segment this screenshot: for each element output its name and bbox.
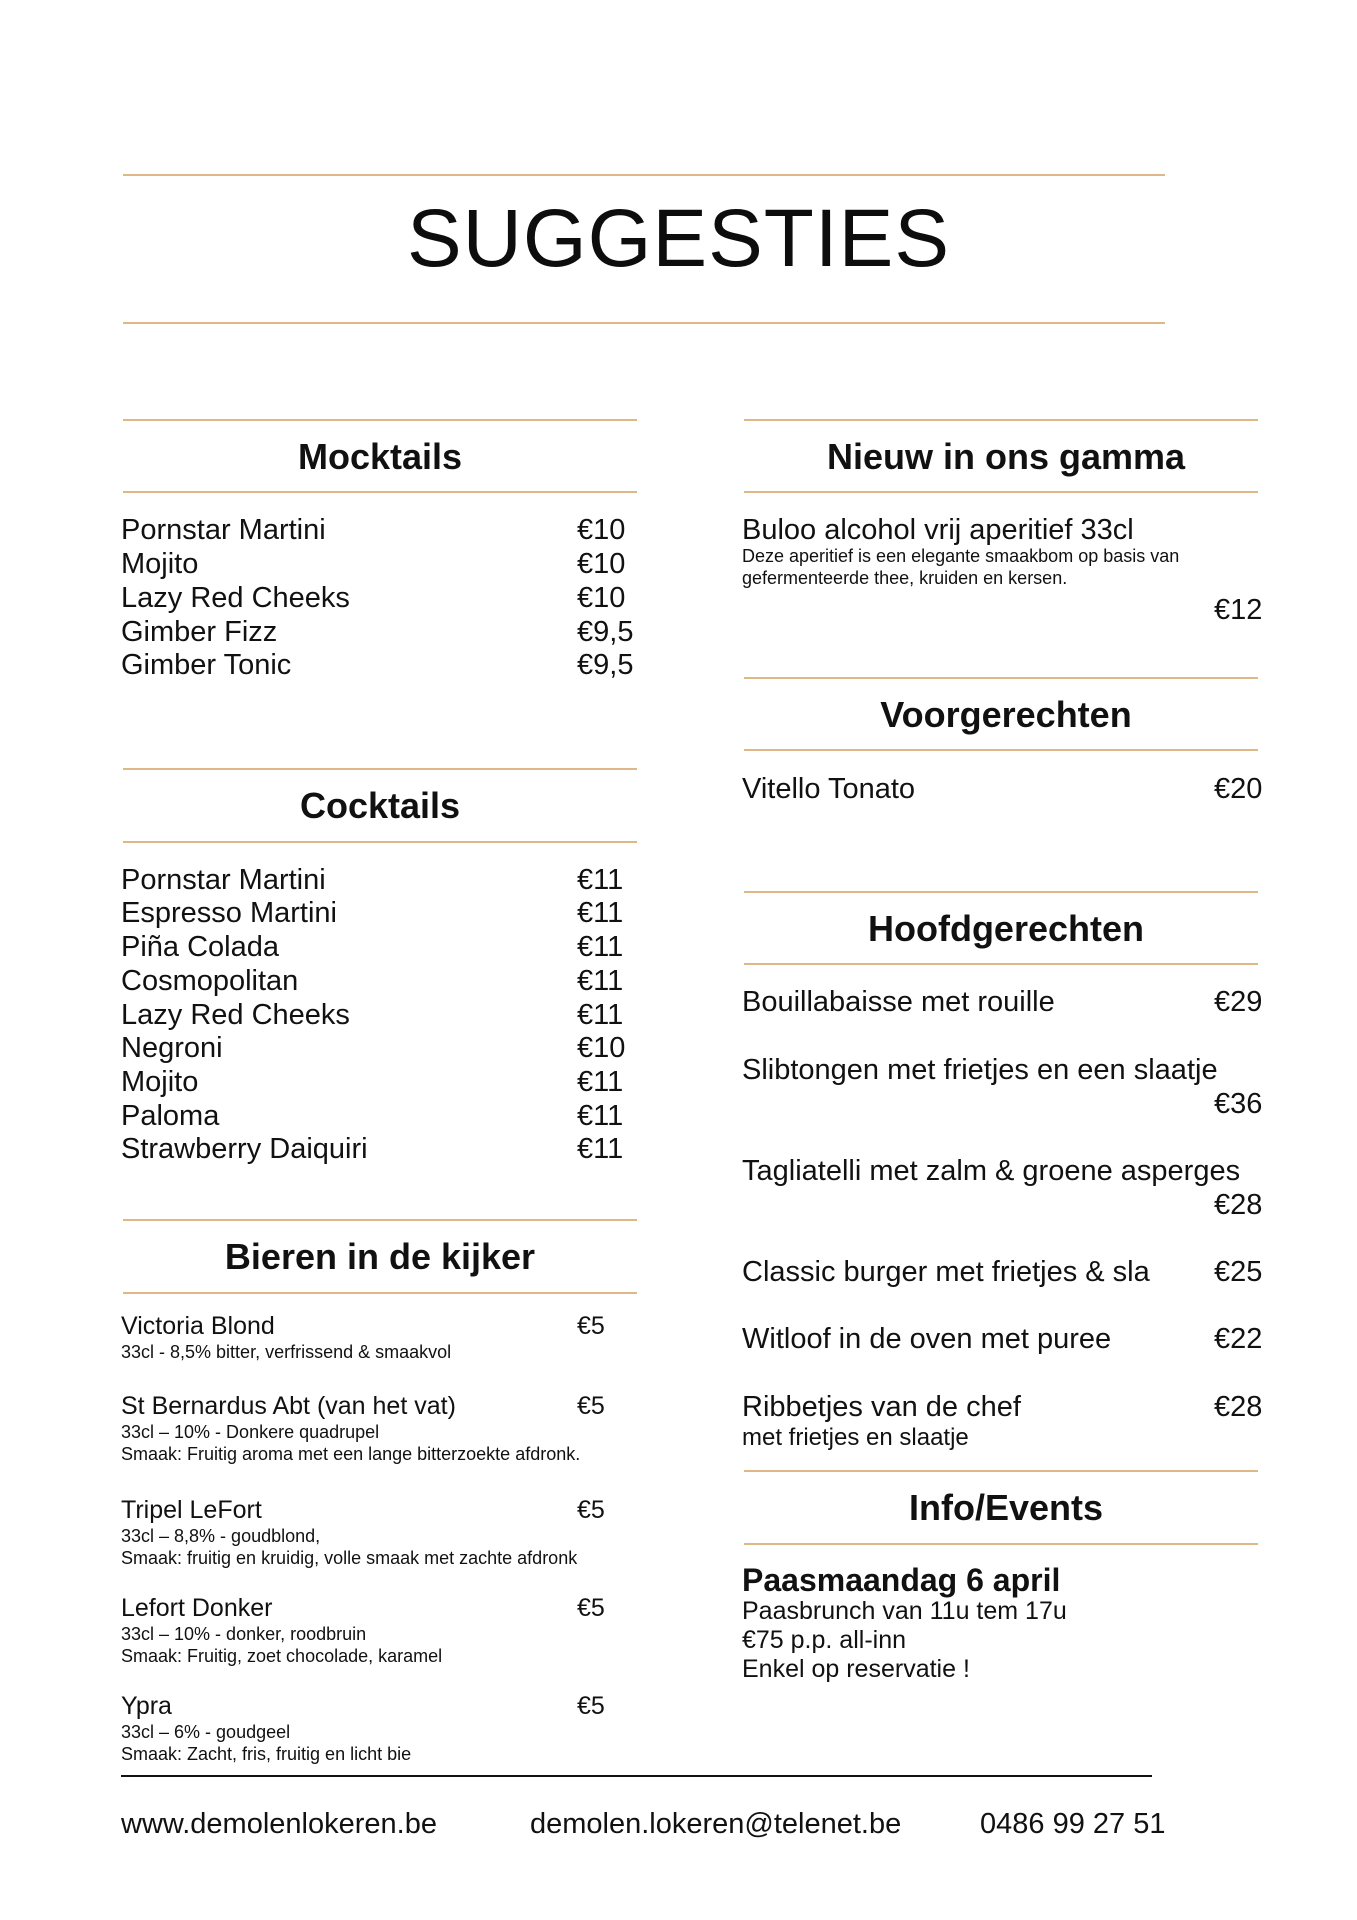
- beer-price: €5: [577, 1594, 605, 1622]
- main-price: €36: [1214, 1088, 1263, 1120]
- cocktail-name: Cosmopolitan: [121, 965, 299, 997]
- event-line: €75 p.p. all-inn: [742, 1626, 907, 1654]
- footer-phone: 0486 99 27 51: [980, 1808, 1166, 1840]
- beer-taste: Smaak: Zacht, fris, fruitig en licht bie: [121, 1744, 412, 1764]
- beer-taste: Smaak: fruitig en kruidig, volle smaak met zachte afdronk: [121, 1548, 578, 1568]
- mains-top-rule: [744, 891, 1258, 893]
- main-name: Bouillabaisse met rouille: [742, 986, 1055, 1018]
- cocktail-name: Piña Colada: [121, 931, 279, 963]
- mocktail-name: Gimber Fizz: [121, 616, 278, 648]
- cocktail-name: Espresso Martini: [121, 897, 337, 929]
- beer-taste: Smaak: Fruitig, zoet chocolade, karamel: [121, 1646, 443, 1666]
- main-name: Tagliatelli met zalm & groene asperges: [742, 1155, 1241, 1187]
- main-price: €28: [1214, 1391, 1263, 1423]
- mocktail-price: €10: [577, 548, 626, 580]
- main-price: €28: [1214, 1189, 1263, 1221]
- starters-title: Voorgerechten: [880, 694, 1132, 735]
- beer-desc: 33cl – 10% - donker, roodbruin: [121, 1624, 367, 1644]
- new-item-price: €12: [1214, 594, 1263, 626]
- beer-desc: 33cl - 8,5% bitter, verfrissend & smaakvol: [121, 1342, 452, 1362]
- footer-website: www.demolenlokeren.be: [121, 1808, 437, 1840]
- cocktail-name: Mojito: [121, 1066, 199, 1098]
- cocktail-price: €11: [577, 999, 624, 1031]
- mocktail-price: €10: [577, 514, 626, 546]
- mains-title: Hoofdgerechten: [867, 908, 1144, 949]
- mocktail-name: Lazy Red Cheeks: [121, 582, 350, 614]
- cocktail-name: Strawberry Daiquiri: [121, 1133, 368, 1165]
- mains-bottom-rule: [744, 963, 1258, 965]
- mocktails-title: Mocktails: [297, 436, 463, 477]
- cocktail-name: Pornstar Martini: [121, 864, 326, 896]
- beer-price: €5: [577, 1312, 605, 1340]
- new-top-rule: [744, 419, 1258, 421]
- cocktails-bottom-rule: [123, 841, 637, 843]
- cocktail-price: €11: [577, 1066, 624, 1098]
- title-bottom-rule: [123, 322, 1165, 324]
- mocktail-price: €9,5: [577, 649, 634, 681]
- footer-email: demolen.lokeren@telenet.be: [530, 1808, 902, 1840]
- cocktail-price: €11: [577, 965, 624, 997]
- beer-name: Victoria Blond: [121, 1312, 275, 1340]
- starters-bottom-rule: [744, 749, 1258, 751]
- new-item-desc: Deze aperitief is een elegante smaakbom op basis van: [742, 546, 1180, 566]
- cocktail-name: Negroni: [121, 1032, 223, 1064]
- beer-price: €5: [577, 1392, 605, 1420]
- beer-desc: 33cl – 8,8% - goudblond,: [121, 1526, 321, 1546]
- cocktail-price: €11: [577, 897, 624, 929]
- cocktail-price: €11: [577, 931, 624, 963]
- beer-name: Ypra: [121, 1692, 172, 1720]
- event-line: Enkel op reservatie !: [742, 1655, 970, 1683]
- main-name: Classic burger met frietjes & sla: [742, 1256, 1150, 1288]
- page-title: SUGGESTIES: [406, 193, 951, 284]
- starter-name: Vitello Tonato: [742, 773, 916, 805]
- new-item-desc: gefermenteerde thee, kruiden en kersen.: [742, 568, 1068, 588]
- mocktail-name: Pornstar Martini: [121, 514, 326, 546]
- beers-bottom-rule: [123, 1292, 637, 1294]
- beer-desc: 33cl – 10% - Donkere quadrupel: [121, 1422, 380, 1442]
- main-name: Ribbetjes van de chef: [742, 1391, 1021, 1423]
- beer-name: Tripel LeFort: [121, 1496, 262, 1524]
- main-name: Slibtongen met frietjes en een slaatje: [742, 1054, 1218, 1086]
- info-top-rule: [744, 1470, 1258, 1472]
- beer-desc: 33cl – 6% - goudgeel: [121, 1722, 291, 1742]
- cocktails-top-rule: [123, 768, 637, 770]
- main-price: €22: [1214, 1323, 1263, 1355]
- mocktails-bottom-rule: [123, 491, 637, 493]
- footer-rule: [121, 1775, 1152, 1777]
- beers-top-rule: [123, 1219, 637, 1221]
- mocktails-top-rule: [123, 419, 637, 421]
- event-title: Paasmaandag 6 april: [742, 1562, 1061, 1598]
- main-sub: met frietjes en slaatje: [742, 1424, 969, 1451]
- beer-price: €5: [577, 1496, 605, 1524]
- cocktail-price: €11: [577, 1133, 624, 1165]
- main-name: Witloof in de oven met puree: [742, 1323, 1112, 1355]
- main-price: €29: [1214, 986, 1263, 1018]
- new-title: Nieuw in ons gamma: [826, 436, 1186, 477]
- title-top-rule: [123, 174, 1165, 176]
- mocktail-name: Mojito: [121, 548, 199, 580]
- info-bottom-rule: [744, 1543, 1258, 1545]
- beer-name: Lefort Donker: [121, 1594, 273, 1622]
- cocktail-price: €11: [577, 1100, 624, 1132]
- info-title: Info/Events: [908, 1487, 1104, 1528]
- mocktail-price: €10: [577, 582, 626, 614]
- cocktail-price: €11: [577, 864, 624, 896]
- event-line: Paasbrunch van 11u tem 17u: [742, 1597, 1067, 1625]
- beer-taste: Smaak: Fruitig aroma met een lange bitterzoekte afdronk.: [121, 1444, 581, 1464]
- starters-top-rule: [744, 677, 1258, 679]
- beer-name: St Bernardus Abt (van het vat): [121, 1392, 456, 1420]
- new-item-name: Buloo alcohol vrij aperitief 33cl: [742, 514, 1134, 546]
- cocktail-name: Paloma: [121, 1100, 220, 1132]
- mocktail-name: Gimber Tonic: [121, 649, 292, 681]
- cocktail-price: €10: [577, 1032, 626, 1064]
- main-price: €25: [1214, 1256, 1263, 1288]
- cocktails-title: Cocktails: [299, 785, 461, 826]
- starter-price: €20: [1214, 773, 1263, 805]
- new-bottom-rule: [744, 491, 1258, 493]
- cocktail-name: Lazy Red Cheeks: [121, 999, 350, 1031]
- beer-price: €5: [577, 1692, 605, 1720]
- beers-title: Bieren in de kijker: [224, 1236, 536, 1277]
- mocktail-price: €9,5: [577, 616, 634, 648]
